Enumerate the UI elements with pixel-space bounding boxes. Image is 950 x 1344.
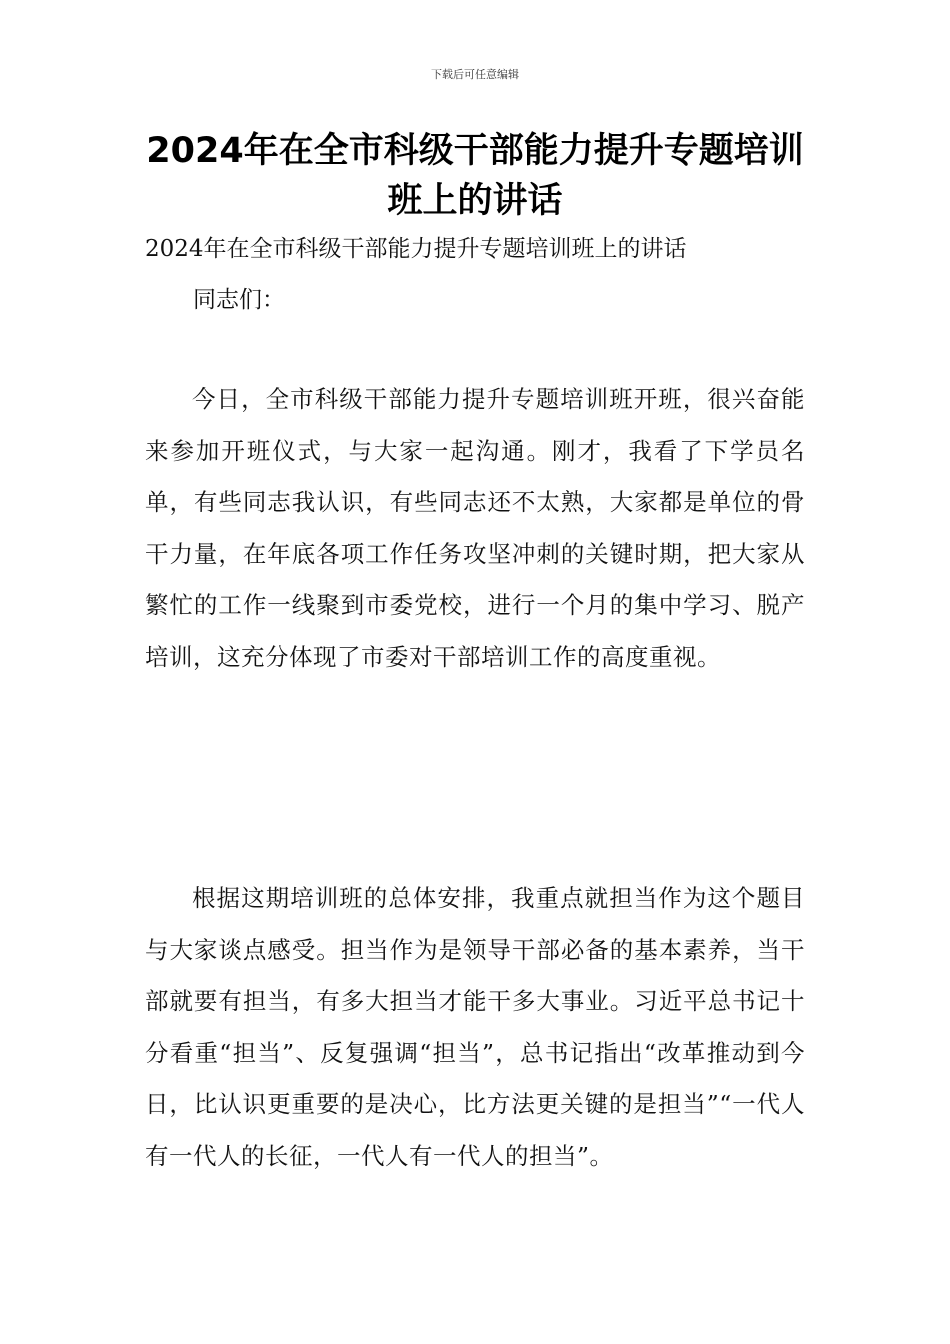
document-subtitle: 2024年在全市科级干部能力提升专题培训班上的讲话 [145, 236, 687, 262]
body-paragraph: 今日，全市科级干部能力提升专题培训班开班，很兴奋能来参加开班仪式，与大家一起沟通。刚才，我看了下学员名单，有些同志我认识，有些同志还不太熟，大家都是单位的骨干力量，在年底各项工作任务攻坚冲刺的关键时期，把大家从繁忙的工作一线聚到市委党校，进行一个月的集中学习、脱产培训，这充分体现了市委对干部培训工作的高度重视。 [145, 385, 805, 671]
header-note: 下载后可任意编辑 [431, 68, 519, 81]
document-title: 2024年在全市科级干部能力提升专题培训班上的讲话 [146, 131, 804, 221]
salutation: 同志们： [193, 287, 285, 313]
body-paragraph: 根据这期培训班的总体安排，我重点就担当作为这个题目与大家谈点感受。担当作为是领导干部必备的基本素养，当干部就要有担当，有多大担当才能干多大事业。习近平总书记十分看重“担当”、反复强调“担当”，总书记指出“改革推动到今日，比认识更重要的是决心，比方法更关键的是担当”“一代人有一代人的长征，一代人有一代人的担当”。 [145, 884, 805, 1170]
